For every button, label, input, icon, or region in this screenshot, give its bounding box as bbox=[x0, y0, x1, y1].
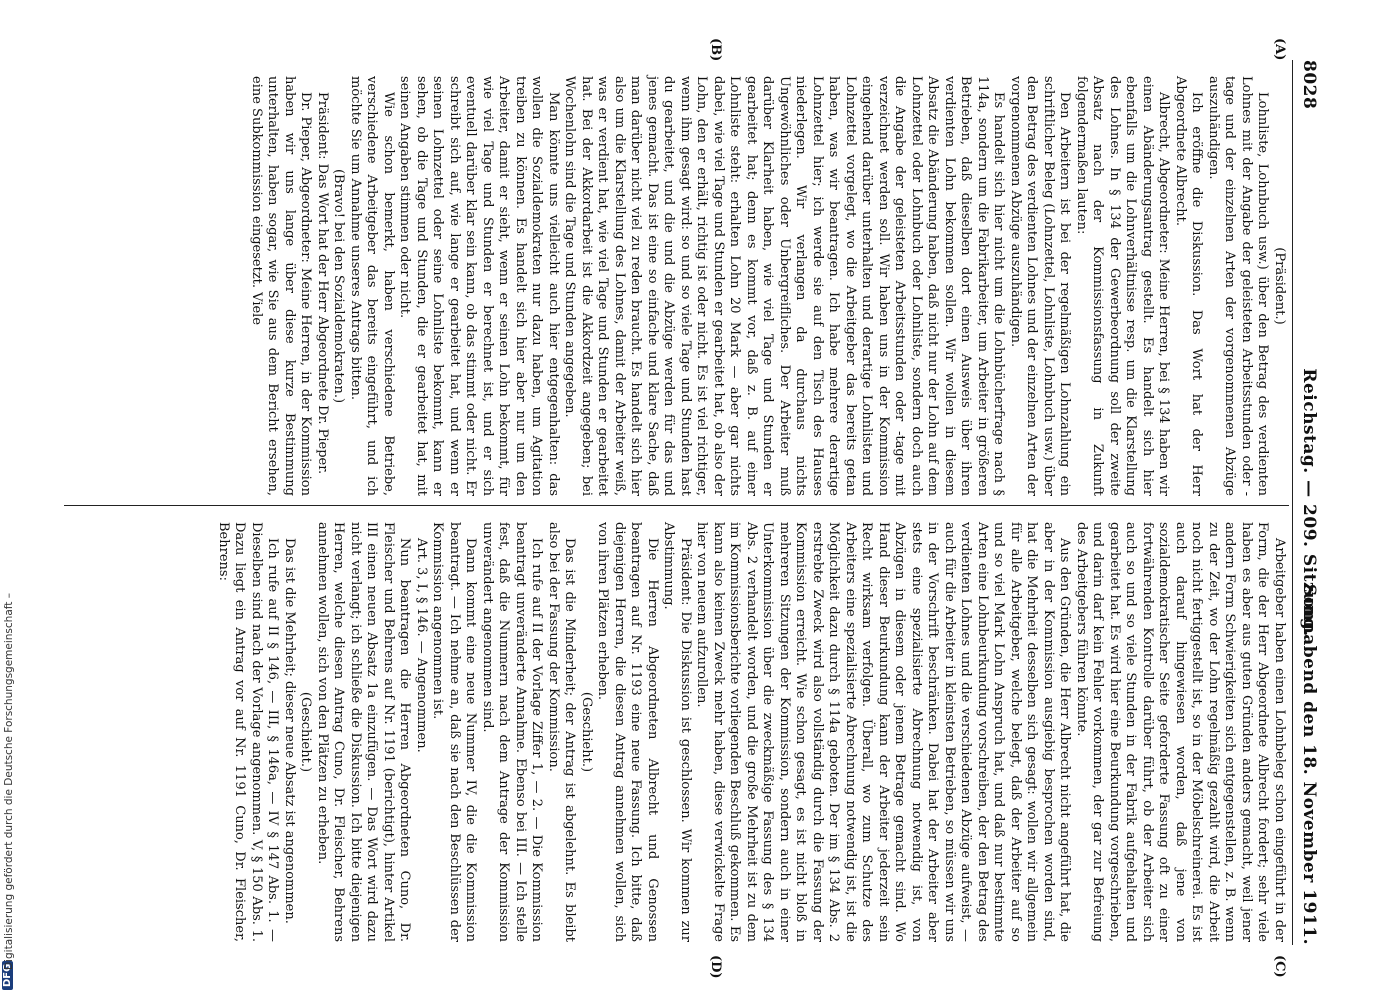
page-header bbox=[1293, 60, 1319, 945]
credit-text: Digitalisierung gefördert durch die Deutsche Forschungsgemeinschaft – bbox=[3, 593, 15, 970]
paragraph: Lohnliste, Lohnbuch usw.) über den Betrag des verdienten Lohnes mit der Angabe der geleisteten Arbeitsstunden oder -tage und der einzelnen Arten der vorgenommenen Abzüge auszuhändigen. bbox=[1206, 76, 1271, 496]
paragraph: Arbeitgeber haben einen Lohnbeleg schon eingeführt in der Form, die der Herr Abgeordnete Albrecht fordert; sehr viele haben es aber aus guten Gründen anders gemacht, weil jener andern Form Schwierigkeiten sich entgegenstellen, z. B. wenn zu der Zeit, wo der Lohn regelmäßig gezahlt wird, die Arbeit noch nicht fertiggestellt ist, so in der Möbelschreinerei. Es ist auch darauf hingewiesen worden, daß jene von sozialdemokratischer Seite geforderte Fassung oft zu einer fortwährenden Kontrolle darüber führt, ob der Arbeiter sich auch so und so viele Stunden in der Fabrik aufgehalten und gearbeitet hat. Es wird hier eine Beurkundung vorgeschrieben, und darin darf kein Fehler vorkommen, der gar zur Befreiung des Arbeitgebers führen könnte. bbox=[1074, 522, 1287, 942]
paragraph: Es handelt sich hier nicht um die Lohnbücherfrage nach § 114a, sondern um die Fabrikarbeiter, um Arbeiter in größeren Betrieben, daß dieselben dort einen Ausweis über ihren verdienten Lohn bekommen sollen. Wir wollen in diesem Absatz die Abänderung haben, daß nicht nur der Lohn auf dem Lohnzettel oder Lohnbuch oder Lohnliste, sondern doch auch die Angabe der geleisteten Arbeitsstunden oder -tage mit verzeichnet werden soll. Wir haben uns in der Kommission eingehend darüber unterhalten und derartige Lohnlisten und Lohnzettel vorgelegt, wo die Arbeitgeber das bereits getan haben, was wir beantragen. Ich habe mehrere derartige Lohnzettel hier; ich werde sie auf den Tisch des Hauses niederlegen. Wir verlangen da durchaus nichts Ungewöhnliches oder Unbergreifliches. Der Arbeiter muß darüber Klarheit haben, wie viel Tage und Stunden er gearbeitet hat; denn es kommt vor, daß z. B. auf einer Lohnliste steht: erhalten Lohn 20 Mark — aber gar nichts dabei, wie viel Tage und Stunden er gearbeitet hat, ob also der Lohn, den er erhält, richtig ist oder nicht. Es ist viel richtiger, wenn ihm gesagt wird: so und so viele Tage und Stunden hast du gearbeitet, und die und die Abzüge werden für das und jenes gemacht. Das ist eine so einfache und klare Sache, daß man darüber nicht viel zu reden braucht. Es handelt sich hier also um die Klarstellung des Lohnes, damit der Arbeiter weiß, was er verdient hat, wie viel Tage und Stunden er gearbeitet hat. Bei der Akkordarbeit ist die Akkordzeit angegeben; bei Wochenlohn sind die Tage und Stunden angegeben. bbox=[562, 76, 1007, 496]
paragraph: Präsident: Das Wort hat der Herr Abgeordnete Dr. Pieper. bbox=[315, 92, 330, 475]
paragraph: Albrecht, Abgeordneter: Meine Herren, bei § 134 haben wir einen Abänderungsantrag gestellt. Es handelt sich hier ebenfalls um die Lohnverhältnisse resp. um die Klarstellung des Lohnes. In § 134 der Gewerbeordnung soll der zweite Absatz nach der Kommissionsfassung in Zukunft folgendermaßen lauten: bbox=[1074, 76, 1172, 496]
paragraph: Ich rufe auf II § 146, — III, § 146a, — IV § 147 Abs. 1. — Dieselben sind nach der Vorlage angenommen. V, § 150 Abs. 1. Dazu liegt ein Antrag vor auf Nr. 1191 Cuno, Dr. Fleischer, Behrens: bbox=[216, 522, 281, 942]
paragraph: Präsident: Die Diskussion ist geschlossen. Wir kommen zur Abstimmung. bbox=[661, 522, 693, 942]
paragraph: (Geschieht.) bbox=[579, 691, 594, 773]
paragraph: Das ist die Mehrheit; dieser neue Absatz ist angenommen. bbox=[282, 538, 297, 924]
margin-marker-d: (D) bbox=[708, 955, 723, 979]
left-column bbox=[248, 76, 1288, 496]
margin-marker-a: (A) bbox=[1272, 38, 1287, 61]
session-date: Sonnabend den 18. November 1911. bbox=[1299, 583, 1319, 945]
paragraph: Art. 3, I, § 146. — Angenommen. bbox=[414, 538, 429, 753]
paragraph: Dr. Pieper, Abgeordneter: Meine Herren, in der Kommission haben wir uns lange über diese kurze Bestimmung unterhalten, haben sogar, wie Sie aus dem Bericht ersehen, eine Subkommission eingesetzt. Viele bbox=[249, 76, 314, 496]
paragraph: Man könnte uns vielleicht auch hier entgegenhalten: das wollen die Sozialdemokraten nur dazu haben, um Agitation treiben zu können. Es handelt sich hier aber nur um den Arbeiter, damit er sieht, wenn er seinen Lohn bekommt, für wie viel Tage und Stunden er berechnet ist, und er sich eventuell darüber klar sein kann, ob das stimmt oder nicht. Er schreibt sich auf, wie lange er gearbeitet hat, und wenn er seinen Lohnzettel oder seine Lohnliste bekommt, kann er sehen, ob die Tage und Stunden, die er gearbeitet hat, mit seinen Angaben stimmen oder nicht. bbox=[397, 76, 561, 496]
paragraph: Aus den Gründen, die Herr Albrecht nicht angeführt hat, die aber in der Kommission ausgiebig besprochen worden sind, hat die Mehrheit desselben sich gesagt: wollen wir allgemein für alle Arbeitgeber, welche belegt, daß der Arbeiter auf so und so viel Mark Lohn Anspruch hat, und daß nur bestimmte Arten eine Lohnbeurkundung vorschreiben, der den Betrag des verdienten Lohnes und die verschiedenen Abzüge aufweist, — auch für die Arbeiter in kleinsten Betrieben, so müssen wir uns in der Vorschrift beschränken. Dabei hat der Arbeiter aber stets eine spezialisierte Abrechnung notwendig ist, von Abzügen in diesem oder jenem Betrage gemacht sind. Wo Hand dieser Beurkundung kann der Arbeiter jederzeit sein Recht wirksam verfolgen. Überall, wo zum Schutze des Arbeiters eine spezialisierte Abrechnung notwendig ist, ist die Möglichkeit dazu durch § 114a geboten. Der im § 134 Abs. 2 erstrebte Zweck wird also vollständig durch die Fassung der Kommission erreicht. Wie schon gesagt, es ist nicht bloß in mehreren Sitzungen der Kommission, sondern auch in einer Unterkommission über die zweckmäßige Fassung des § 134 Abs. 2 verhandelt worden, und die große Mehrheit ist zu dem im Kommissionsberichte vorliegenden Beschluß gekommen. Es kann also keinen Zweck mehr haben, diese verwickelte Frage hier von neuem aufzurollen. bbox=[694, 522, 1073, 942]
paragraph: Ich rufe auf II der Vorlage Ziffer 1, — 2. — Die Kommission beantragt unveränderte Annahme. Ebenso bei III. — Ich stelle fest, daß die Nummern nach dem Antrage der Kommission unverändert angenommen sind. bbox=[480, 522, 545, 942]
page-number: 8028 bbox=[1299, 60, 1319, 110]
paragraph: (Geschieht.) bbox=[298, 691, 314, 773]
paragraph: (Bravo! bei den Sozialdemokraten.) bbox=[331, 168, 347, 404]
margin-marker-b: (B) bbox=[708, 38, 723, 62]
column-divider bbox=[64, 505, 1289, 506]
paragraph: Wie schon bemerkt, haben verschiedene Betriebe, verschiedene Arbeitgeber das bereits eingeführt, und ich möchte Sie um Annahme unseres Antrags bitten. bbox=[348, 76, 396, 496]
paragraph: Das ist die Minderheit; der Antrag ist abgelehnt. Es bleibt also bei der Fassung der Kommission. bbox=[546, 522, 578, 942]
paragraph: Ich eröffne die Diskussion. Das Wort hat der Herr Abgeordnete Albrecht. bbox=[1173, 76, 1205, 496]
paragraph: (Präsident.) bbox=[1272, 247, 1287, 325]
dfg-logo-icon: DFG bbox=[2, 961, 13, 990]
paragraph: Den Arbeitern ist bei der regelmäßigen Lohnzahlung ein schriftlicher Beleg (Lohnzettel, Lohnliste, Lohnbuch usw.) über den Betrag des verdienten Lohnes und der einzelnen Arten der vorgenommenen Abzüge auszuhändigen. bbox=[1008, 76, 1073, 496]
digitization-credit bbox=[0, 0, 20, 1000]
margin-marker-c: (C) bbox=[1272, 955, 1287, 978]
paragraph: Dann kommt eine neue Nummer IV, die die Kommission beantragt. — Ich nehme an, daß sie nach den Beschlüssen der Kommission angenommen ist. bbox=[430, 522, 479, 942]
header-rule bbox=[1292, 60, 1293, 945]
paragraph: Die Herren Abgeordneten Albrecht und Genossen beantragen auf Nr. 1193 eine neue Fassung. Ich bitte, daß diejenigen Herren, die diesen Antrag annehmen wollen, sich von ihren Plätzen erheben. bbox=[595, 522, 660, 942]
running-title: Reichstag. — 209. Sitzung. bbox=[1299, 368, 1319, 637]
right-column bbox=[215, 522, 1288, 942]
paragraph: Nun beantragen die Herren Abgeordneten Cuno, Dr. Fleischer und Behrens auf Nr. 1191 (berichtigt), hinter Artikel III einen neuen Absatz 1a einzufügen. — Das Wort wird dazu nicht verlangt; ich schließe die Diskussion. Ich bitte diejenigen Herren, welche diesen Antrag Cuno, Dr. Fleischer, Behrens annehmen wollen, sich von den Plätzen zu erheben. bbox=[315, 522, 413, 942]
